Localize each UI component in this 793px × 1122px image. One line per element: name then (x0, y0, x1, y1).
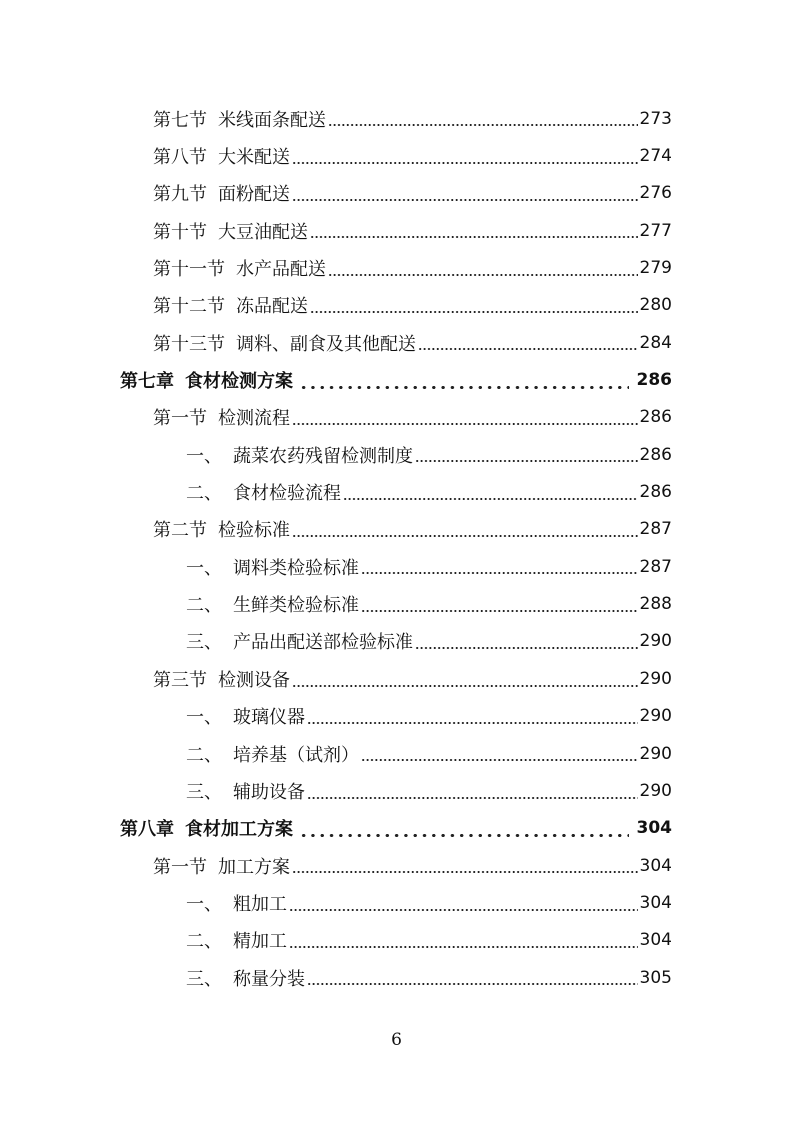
toc-dot-leader (310, 311, 638, 313)
toc-entry-title: 食材检测方案 (185, 371, 293, 393)
toc-subsection-entry[interactable] (0, 959, 793, 996)
toc-entry-page: 304 (636, 818, 672, 839)
toc-entry-number: 二、 (186, 483, 222, 505)
toc-entry-page: 290 (639, 743, 672, 764)
toc-section-entry[interactable] (0, 137, 793, 174)
toc-entry-title: 大米配送 (218, 147, 290, 169)
toc-entry-title: 辅助设备 (233, 781, 305, 803)
toc-entry-number: 一、 (186, 445, 222, 467)
toc-dot-leader (292, 685, 638, 687)
toc-entry-number: 第八节 (153, 147, 207, 169)
toc-entry-number: 一、 (186, 557, 222, 579)
toc-dot-leader (310, 236, 638, 238)
toc-subsection-entry[interactable] (0, 884, 793, 921)
toc-entry-title: 水产品配送 (236, 259, 326, 281)
toc-entry-number: 第一节 (153, 856, 207, 878)
toc-entry-number: 三、 (186, 632, 222, 654)
toc-entry-number: 一、 (186, 893, 222, 915)
toc-entry-page: 290 (639, 668, 672, 689)
toc-entry-title: 调料类检验标准 (233, 557, 359, 579)
toc-entry-title: 粗加工 (233, 893, 287, 915)
toc-entry-page: 286 (639, 482, 672, 503)
toc-subsection-entry[interactable] (0, 698, 793, 735)
toc-entry-title: 产品出配送部检验标准 (233, 632, 413, 654)
toc-entry-page: 288 (639, 594, 672, 615)
toc-entry-page: 286 (636, 370, 672, 391)
toc-entry-page: 290 (639, 780, 672, 801)
toc-subsection-entry[interactable] (0, 772, 793, 809)
toc-entry-number: 第十二节 (153, 296, 225, 318)
toc-subsection-entry[interactable] (0, 922, 793, 959)
toc-dot-leader (292, 162, 638, 164)
toc-entry-number: 二、 (186, 744, 222, 766)
toc-entry-page: 284 (639, 332, 672, 353)
toc-entry-number: 第七节 (153, 109, 207, 131)
toc-entry-page: 305 (639, 967, 672, 988)
toc-entry-number: 第二节 (153, 520, 207, 542)
toc-dot-leader (307, 722, 638, 724)
toc-entry-title: 食材加工方案 (185, 819, 293, 841)
toc-dot-leader (289, 946, 638, 948)
toc-entry-title: 检测设备 (218, 669, 290, 691)
toc-subsection-entry[interactable] (0, 548, 793, 585)
toc-entry-number: 第十一节 (153, 259, 225, 281)
toc-entry-title: 玻璃仪器 (233, 707, 305, 729)
toc-entry-number: 第一节 (153, 408, 207, 430)
toc-entry-title: 生鲜类检验标准 (233, 595, 359, 617)
toc-section-entry[interactable] (0, 175, 793, 212)
toc-section-entry[interactable] (0, 399, 793, 436)
toc-entry-page: 290 (639, 631, 672, 652)
toc-dot-leader (415, 647, 638, 649)
toc-entry-title: 冻品配送 (236, 296, 308, 318)
toc-entry-page: 286 (639, 407, 672, 428)
table-of-contents (0, 100, 793, 996)
toc-entry-number: 第八章 (120, 819, 174, 841)
page-number: 6 (391, 1030, 402, 1050)
toc-entry-title: 大豆油配送 (218, 221, 308, 243)
toc-entry-title: 检验标准 (218, 520, 290, 542)
toc-dot-leader (292, 535, 638, 537)
toc-section-entry[interactable] (0, 249, 793, 286)
toc-section-entry[interactable] (0, 324, 793, 361)
toc-chapter-entry[interactable] (0, 361, 793, 398)
toc-dot-leader (343, 498, 638, 500)
toc-dot-leader (418, 348, 638, 350)
toc-entry-title: 面粉配送 (218, 184, 290, 206)
toc-section-entry[interactable] (0, 100, 793, 137)
toc-entry-number: 第七章 (120, 371, 174, 393)
toc-entry-title: 检测流程 (218, 408, 290, 430)
toc-entry-page: 290 (639, 706, 672, 727)
toc-dot-leader (361, 572, 638, 574)
toc-section-entry[interactable] (0, 212, 793, 249)
toc-dot-leader (299, 386, 629, 389)
toc-entry-title: 米线面条配送 (218, 109, 326, 131)
toc-dot-leader (361, 610, 638, 612)
toc-entry-title: 加工方案 (218, 856, 290, 878)
toc-entry-number: 第十三节 (153, 333, 225, 355)
toc-section-entry[interactable] (0, 287, 793, 324)
toc-dot-leader (328, 124, 638, 126)
toc-entry-page: 287 (639, 556, 672, 577)
toc-section-entry[interactable] (0, 511, 793, 548)
toc-entry-number: 二、 (186, 595, 222, 617)
toc-entry-number: 第十节 (153, 221, 207, 243)
toc-dot-leader (292, 423, 638, 425)
toc-entry-title: 调料、副食及其他配送 (236, 333, 416, 355)
toc-dot-leader (307, 797, 638, 799)
toc-entry-page: 276 (639, 183, 672, 204)
toc-entry-page: 287 (639, 519, 672, 540)
toc-entry-page: 277 (639, 220, 672, 241)
toc-entry-number: 三、 (186, 968, 222, 990)
toc-entry-page: 286 (639, 444, 672, 465)
toc-entry-page: 280 (639, 295, 672, 316)
toc-dot-leader (292, 199, 638, 201)
toc-entry-title: 食材检验流程 (233, 483, 341, 505)
toc-subsection-entry[interactable] (0, 585, 793, 622)
toc-dot-leader (292, 871, 638, 873)
toc-entry-number: 第三节 (153, 669, 207, 691)
toc-subsection-entry[interactable] (0, 436, 793, 473)
toc-entry-number: 一、 (186, 707, 222, 729)
toc-dot-leader (299, 834, 629, 837)
toc-entry-title: 精加工 (233, 931, 287, 953)
toc-dot-leader (361, 759, 638, 761)
toc-entry-number: 第九节 (153, 184, 207, 206)
toc-subsection-entry[interactable] (0, 473, 793, 510)
toc-entry-page: 273 (639, 108, 672, 129)
toc-entry-number: 二、 (186, 931, 222, 953)
toc-subsection-entry[interactable] (0, 623, 793, 660)
toc-entry-page: 304 (639, 892, 672, 913)
toc-entry-title: 蔬菜农药残留检测制度 (233, 445, 413, 467)
toc-dot-leader (415, 460, 638, 462)
toc-entry-number: 三、 (186, 781, 222, 803)
toc-entry-page: 304 (639, 855, 672, 876)
toc-entry-page: 279 (639, 258, 672, 279)
toc-dot-leader (328, 274, 638, 276)
toc-subsection-entry[interactable] (0, 735, 793, 772)
toc-chapter-entry[interactable] (0, 810, 793, 847)
toc-dot-leader (289, 909, 638, 911)
toc-section-entry[interactable] (0, 660, 793, 697)
toc-entry-page: 304 (639, 930, 672, 951)
toc-section-entry[interactable] (0, 847, 793, 884)
toc-entry-page: 274 (639, 146, 672, 167)
toc-dot-leader (307, 983, 638, 985)
toc-entry-title: 培养基（试剂） (233, 744, 359, 766)
toc-entry-title: 称量分装 (233, 968, 305, 990)
